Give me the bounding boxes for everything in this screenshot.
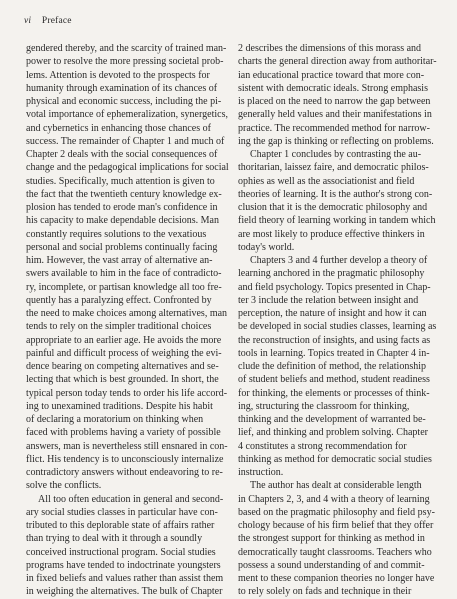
text-line: ing to unexamined traditions. Despite his habit — [26, 400, 213, 412]
text-line: charts the general direction away from authoritar- — [238, 56, 437, 68]
left-text-column — [26, 42, 229, 599]
text-line: conceived instructional program. Social studies — [26, 546, 216, 558]
text-line: swers available to him in the face of contradicto- — [26, 268, 222, 280]
text-line: practice. The recommended method for narrow- — [238, 122, 430, 134]
text-line: thoritarian, laissez faire, and democratic philos- — [238, 162, 429, 174]
text-line: in fixed beliefs and values rather than assist them — [26, 573, 224, 584]
text-line: democratically taught classrooms. Teachers who — [238, 546, 432, 558]
text-line: clusion that it is the democratic philosophy and — [238, 202, 428, 213]
text-line: thinking and the development of warranted be- — [238, 414, 426, 425]
text-line: in weighing the alternatives. The bulk of Chapter — [26, 586, 223, 598]
text-line: ary social studies classes in particular have con- — [26, 506, 218, 518]
text-line: the fact that the twentieth century knowledge ex- — [26, 188, 222, 200]
text-line: humanity through examination of its chances of — [26, 82, 218, 94]
section-title: Preface — [41, 16, 72, 26]
text-line: the strongest support for thinking as method in — [238, 533, 425, 545]
text-line: The author has dealt at considerable length — [250, 480, 422, 492]
text-line: possess a sound understanding of and commit- — [238, 559, 425, 571]
text-line: constantly requires solutions to the vexatious — [26, 228, 207, 240]
text-line: Chapters 3 and 4 further develop a theory of — [250, 255, 428, 266]
text-line: tributed to this deplorable state of affairs rather — [26, 520, 215, 531]
text-line: success. The remainder of Chapter 1 and much of — [26, 135, 225, 147]
text-line: ter 3 include the relation between insight and — [238, 294, 419, 306]
text-line: theories of learning. It is the author's strong con- — [238, 188, 433, 200]
text-line: contradictory answers without endeavoring to re- — [26, 467, 223, 478]
text-line: and cybernetics in enhancing those chances of — [26, 122, 211, 134]
text-line: Chapter 2 deals with the social consequences of — [26, 149, 218, 160]
text-line: for thinking, the elements or processes of think- — [238, 387, 430, 399]
text-line: tools in learning. Topics treated in Chapter 4 in- — [238, 347, 430, 359]
text-line: gendered thereby, and the scarcity of trained man- — [26, 43, 227, 54]
text-line: thinking as method for democratic social studies — [238, 453, 432, 465]
text-line: ment to these companion theories no longer have — [238, 573, 435, 584]
text-line: All too often education in general and second- — [38, 493, 224, 505]
text-line: dence bearing on competing alternatives and se- — [26, 361, 219, 372]
right-text-column — [238, 42, 438, 599]
text-line: Chapter 1 concludes by contrasting the au- — [250, 149, 422, 160]
text-line: faced with problems having a variety of possible — [26, 427, 221, 439]
text-line: the reconstruction of insights, and using facts as — [238, 334, 431, 346]
text-line: ian educational practice toward that more con- — [238, 69, 425, 81]
text-line: his capacity to make dependable decisions. Man — [26, 215, 219, 227]
text-line: field theory of learning working in tandem which — [238, 215, 436, 227]
text-line: physical and economic success, including the pi- — [26, 96, 222, 107]
text-line: painful and difficult process of weighing the evi- — [26, 347, 222, 359]
page-number: vi — [24, 16, 32, 26]
text-line: perception, the nature of insight and how it can — [238, 308, 427, 319]
text-line: lief, and thinking and problem solving. Chapter — [238, 427, 428, 439]
text-line: votal importance of ephemeralization, synergetics, — [26, 109, 228, 121]
text-line: lems. Attention is devoted to the prospects for — [26, 69, 210, 81]
text-line: 4 constitutes a strong recommendation for — [238, 440, 407, 452]
text-line: the need to make choices among alternatives, man — [26, 308, 228, 319]
text-line: ophies as well as the associationist and field — [238, 175, 415, 187]
text-line: ing, structuring the classroom for thinking, — [238, 400, 410, 412]
text-line: quently has a paralyzing effect. Confronted by — [26, 294, 212, 306]
text-line: today's world. — [238, 241, 295, 253]
text-line: plosion has tended to erode man's confidence in — [26, 202, 218, 213]
text-line: appropriate to an earlier age. He avoids the more — [26, 334, 222, 346]
text-line: is placed on the need to narrow the gap between — [238, 96, 431, 107]
text-line: 2 describes the dimensions of this morass and — [238, 43, 422, 54]
text-line: learning anchored in the pragmatic philosophy — [238, 268, 425, 280]
text-line: him. However, the vast array of alternative an- — [26, 255, 213, 266]
text-line: change and the pedagogical implications for social — [26, 162, 229, 174]
text-line: flict. His tendency is to unconsciously internalize — [26, 453, 224, 465]
text-line: in Chapters 2, 3, and 4 with a theory of learning — [238, 493, 430, 505]
text-line: are most likely to produce effective thinkers in — [238, 228, 425, 240]
text-line: than trying to deal with it through a soundly — [26, 533, 203, 545]
text-line: based on the pragmatic philosophy and field psy- — [238, 506, 435, 518]
text-line: lecting that which is best grounded. In short, the — [26, 374, 219, 386]
text-line: and field psychology. Topics presented in Chap- — [238, 281, 431, 293]
text-line: sistent with democratic ideals. Strong emphasis — [238, 82, 428, 94]
text-line: programs have tended to indoctrinate youngsters — [26, 559, 221, 571]
text-line: generally held values and their manifestations in — [238, 109, 432, 121]
text-line: be developed in social studies classes, learning as — [238, 321, 437, 333]
text-line: of declaring a moratorium on thinking when — [26, 414, 204, 425]
text-line: tends to rely on the simpler traditional choices — [26, 321, 212, 333]
running-head — [24, 16, 72, 26]
text-line: clude the definition of method, the relationship — [238, 361, 427, 372]
text-line: of student beliefs and method, student readiness — [238, 374, 430, 386]
text-line: ing the gap is thinking or reflecting on problems. — [238, 135, 434, 147]
text-line: instruction. — [238, 467, 284, 478]
text-line: to rely solely on fads and technique in their — [238, 586, 412, 598]
text-line: answers, man is nevertheless still ensnared in con- — [26, 440, 228, 452]
text-line: studies. Specifically, much attention is given to — [26, 175, 215, 187]
text-line: power to resolve the more pressing societal prob- — [26, 56, 224, 68]
text-line: personal and social problems continually facing — [26, 241, 218, 253]
text-line: solve the conflicts. — [26, 480, 102, 492]
text-line: typical person today tends to order his life accord- — [26, 387, 228, 399]
text-line: ry, incomplete, or partisan knowledge all too fre- — [26, 281, 222, 293]
text-line: chology because of his firm belief that they offer — [238, 520, 434, 531]
